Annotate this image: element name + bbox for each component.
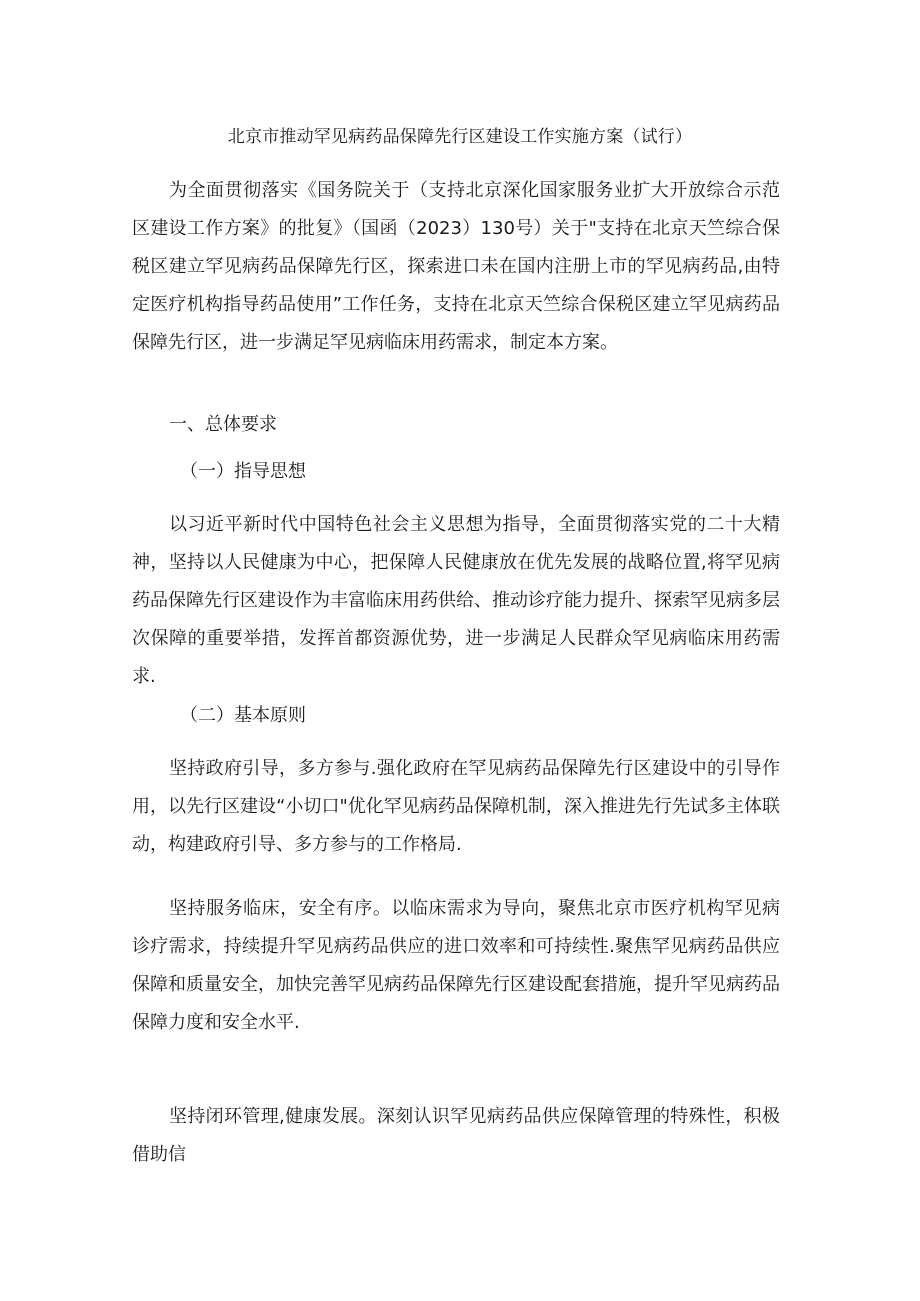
section-heading-general-requirements: 一、总体要求 [169, 414, 277, 435]
subsection-heading-basic-principles: （二）基本原则 [180, 705, 306, 726]
principle-paragraph-closed-loop-management: 坚持闭环管理,健康发展。深刻认识罕见病药品供应保障管理的特殊性，积极借助信 [132, 1106, 780, 1165]
principle-paragraph-government-guidance: 坚持政府引导，多方参与.强化政府在罕见病药品保障先行区建设中的引导作用，以先行区建设“小切口"优化罕见病药品保障机制，深入推进先行先试多主体联动，构建政府引导、多方参与的工作格局. [132, 758, 780, 855]
subsection-heading-guiding-ideology: （一）指导思想 [180, 461, 306, 482]
principle-paragraph-clinical-service: 坚持服务临床，安全有序。以临床需求为导向，聚焦北京市医疗机构罕见病诊疗需求，持续提升罕见病药品供应的进口效率和可持续性.聚焦罕见病药品供应保障和质量安全，加快完善罕见病药品保障先行区建设配套措施，提升罕见病药品保障力度和安全水平. [132, 898, 780, 1033]
intro-paragraph: 为全面贯彻落实《国务院关于（支持北京深化国家服务业扩大开放综合示范区建设工作方案》的批复》（国函（2023）130号）关于"支持在北京天竺综合保税区建立罕见病药品保障先行区，探索进口未在国内注册上市的罕见病药品,由特定医疗机构指导药品使用”工作任务，支持在北京天竺综合保税区建立罕见病药品保障先行区，进一步满足罕见病临床用药需求，制定本方案。 [132, 180, 780, 353]
guiding-ideology-paragraph: 以习近平新时代中国特色社会主义思想为指导，全面贯彻落实党的二十大精神，坚持以人民健康为中心，把保障人民健康放在优先发展的战略位置,将罕见病药品保障先行区建设作为丰富临床用药供给、推动诊疗能力提升、探索罕见病多层次保障的重要举措，发挥首都资源优势，进一步满足人民群众罕见病临床用药需求. [132, 514, 780, 687]
document-title: 北京市推动罕见病药品保障先行区建设工作实施方案（试行） [227, 127, 693, 147]
